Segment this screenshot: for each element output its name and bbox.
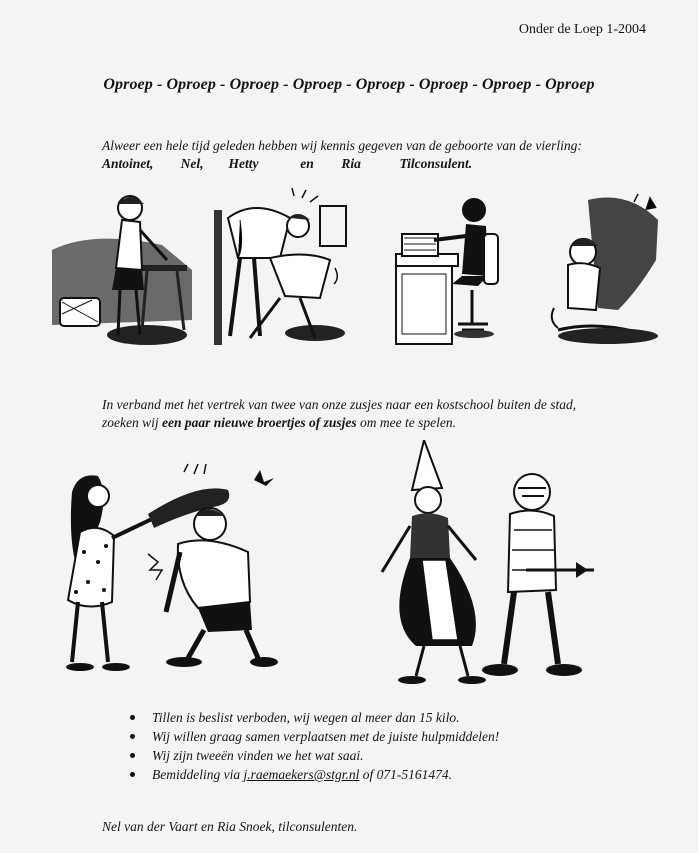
contact-suffix: of 071-5161474. bbox=[359, 767, 453, 782]
name-hetty: Hetty bbox=[228, 156, 259, 171]
request-prefix: zoeken wij bbox=[102, 415, 162, 430]
illustration-strip bbox=[48, 190, 668, 355]
list-item: Tillen is beslist verboden, wij wegen al meer dan 15 kilo. bbox=[130, 708, 650, 727]
list-item: Wij willen graag samen verplaatsen met de juiste hulpmiddelen! bbox=[130, 727, 650, 746]
request-suffix: om mee te spelen. bbox=[356, 415, 456, 430]
name-tilconsulent: Tilconsulent. bbox=[399, 156, 473, 171]
illustration-lifting-child bbox=[538, 190, 668, 350]
illustration-desk bbox=[388, 194, 518, 354]
contact-prefix: Bemiddeling via bbox=[152, 767, 244, 782]
signature: Nel van der Vaart en Ria Snoek, tilconsulenten. bbox=[102, 819, 358, 834]
list-item bbox=[130, 765, 650, 784]
request-line-2 bbox=[102, 414, 662, 432]
name-ria: Ria bbox=[341, 156, 361, 171]
header-reference: Onder de Loep 1-2004 bbox=[518, 22, 646, 37]
illustration-cave-people bbox=[58, 462, 278, 687]
intro-line: Alweer een hele tijd geleden hebben wij kennis gegeven van de geboorte van de vierling: bbox=[102, 138, 582, 153]
name-antoinet: Antoinet, bbox=[102, 156, 154, 171]
intro-paragraph bbox=[102, 137, 662, 173]
name-conjunction: en bbox=[300, 156, 314, 171]
list-item: Wij zijn tweeën vinden we het wat saai. bbox=[130, 746, 650, 765]
illustration-sink bbox=[210, 188, 360, 356]
quadruplet-names bbox=[102, 155, 502, 173]
illustration-ironing bbox=[52, 190, 202, 355]
name-nel: Nel, bbox=[180, 156, 204, 171]
request-emphasis: een paar nieuwe broertjes of zusjes bbox=[162, 415, 357, 430]
request-line-1: In verband met het vertrek van twee van onze zusjes naar een kostschool buiten de stad, bbox=[102, 397, 577, 412]
email-link[interactable]: j.raemaekers@stgr.nl bbox=[243, 767, 360, 782]
requirements-list bbox=[130, 708, 650, 784]
request-paragraph bbox=[102, 396, 662, 432]
page-title: Oproep - Oproep - Oproep - Oproep - Oproep - Oproep - Oproep - Oproep bbox=[103, 76, 595, 93]
illustration-princess-knight bbox=[376, 440, 596, 695]
